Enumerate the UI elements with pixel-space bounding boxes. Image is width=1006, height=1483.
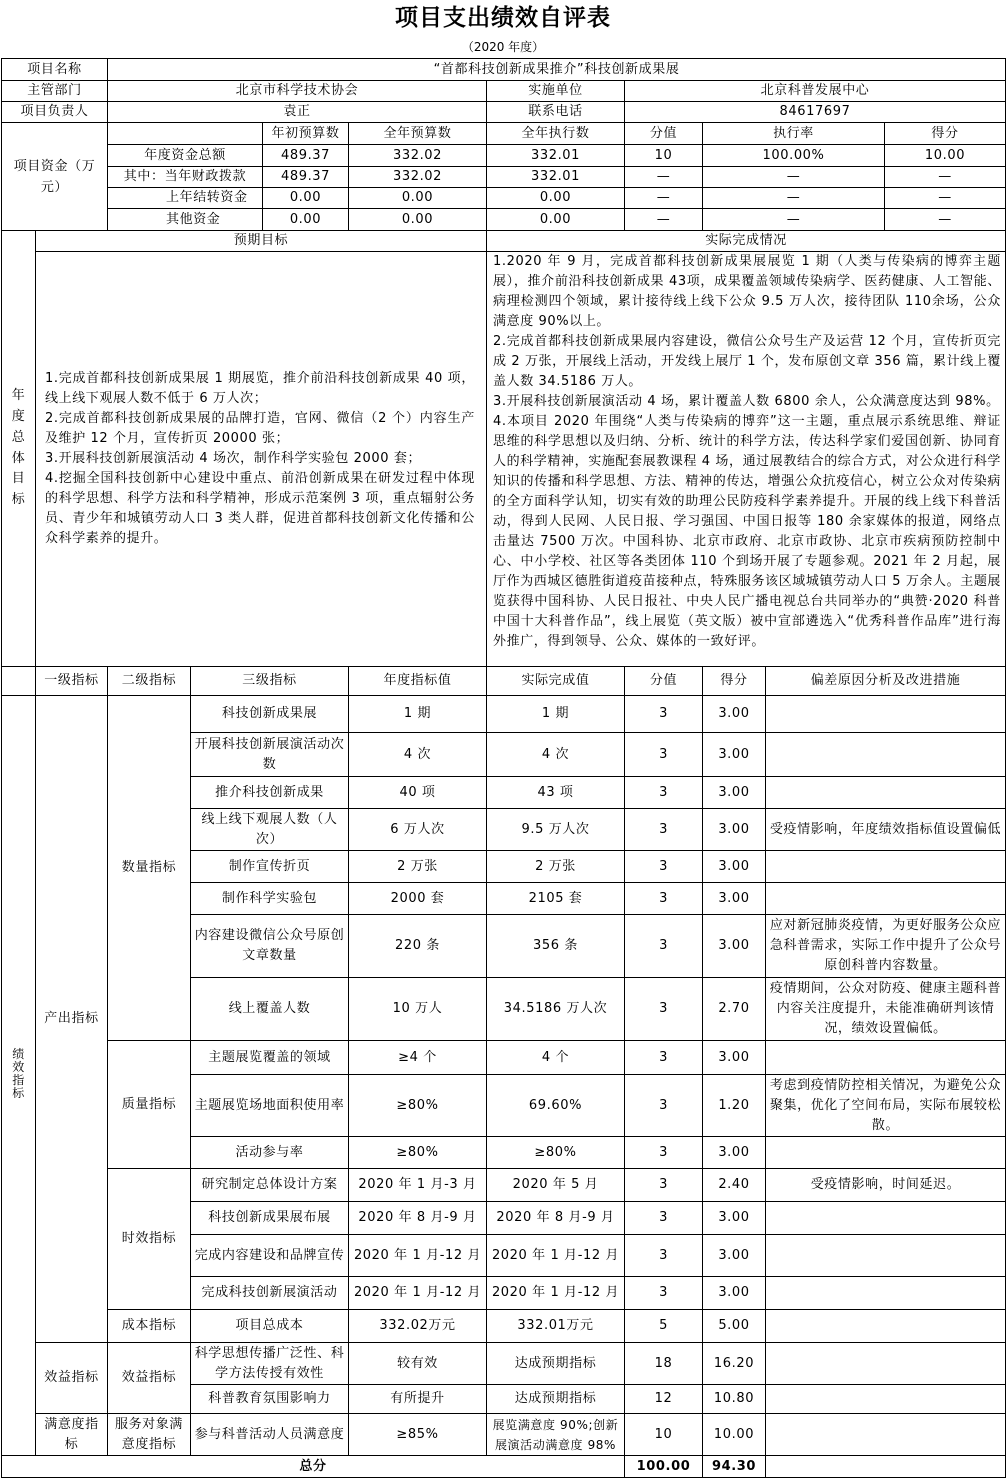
level2-cost: 成本指标 — [108, 1310, 191, 1343]
indicator-weight: 3 — [625, 1235, 703, 1277]
goal-actual-item: 3.开展科技创新展演活动 4 场，累计覆盖人数 6800 余人，公众满意度达到 98%。 — [493, 394, 1000, 409]
indicator-actual: 2 万张 — [487, 851, 625, 883]
total-note — [766, 1456, 1006, 1478]
funds-header-score: 得分 — [885, 123, 1006, 145]
indicator-weight: 3 — [625, 1169, 703, 1202]
funds-header-initial-budget: 年初预算数 — [263, 123, 349, 145]
indicator-name: 制作宣传折页 — [191, 851, 349, 883]
indicator-score: 2.40 — [703, 1169, 766, 1202]
indicators-label-cell — [2, 696, 36, 1456]
indicator-weight: 3 — [625, 1075, 703, 1137]
indicator-weight: 18 — [625, 1343, 703, 1385]
dept-value: 北京市科学技术协会 — [108, 81, 487, 102]
indicator-score: 3.00 — [703, 777, 766, 809]
funds-cell: — — [885, 167, 1006, 188]
header-deviation: 偏差原因分析及改进措施 — [766, 667, 1006, 696]
indicator-score: 5.00 — [703, 1310, 766, 1343]
indicator-target: 6 万人次 — [349, 809, 487, 851]
indicator-name: 活动参与率 — [191, 1137, 349, 1169]
funds-header-row — [2, 123, 1006, 145]
level1-satisfaction: 满意度指标 — [36, 1414, 108, 1456]
total-row — [2, 1456, 1006, 1478]
row-leader — [2, 102, 1006, 123]
indicator-name: 科技创新成果展布展 — [191, 1202, 349, 1235]
indicator-actual: 332.01万元 — [487, 1310, 625, 1343]
indicator-name: 内容建设微信公众号原创文章数量 — [191, 915, 349, 978]
funds-row — [2, 145, 1006, 167]
indicator-actual: 356 条 — [487, 915, 625, 978]
funds-cell: 489.37 — [263, 145, 349, 167]
level2-quality: 质量指标 — [108, 1041, 191, 1169]
funds-cell: — — [625, 167, 703, 188]
indicator-score: 3.00 — [703, 883, 766, 915]
funds-cell: 332.01 — [487, 145, 625, 167]
funds-cell: 0.00 — [263, 188, 349, 209]
header-actual: 实际完成值 — [487, 667, 625, 696]
funds-cell: 0.00 — [487, 209, 625, 231]
indicator-actual: 达成预期指标 — [487, 1343, 625, 1385]
funds-cell: — — [625, 188, 703, 209]
indicator-actual: 4 次 — [487, 733, 625, 777]
indicator-target: ≥80% — [349, 1075, 487, 1137]
indicator-target: 2020 年 8 月-9 月 — [349, 1202, 487, 1235]
indicator-actual: 69.60% — [487, 1075, 625, 1137]
indicator-target: 2020 年 1 月-12 月 — [349, 1235, 487, 1277]
indicator-note — [766, 1414, 1006, 1456]
funds-cell: 489.37 — [263, 167, 349, 188]
indicator-note — [766, 1310, 1006, 1343]
indicator-weight: 3 — [625, 696, 703, 733]
indicator-name: 参与科普活动人员满意度 — [191, 1414, 349, 1456]
indicator-actual: 2105 套 — [487, 883, 625, 915]
indicator-target: ≥85% — [349, 1414, 487, 1456]
funds-cell: 100.00% — [703, 145, 885, 167]
indicator-weight: 5 — [625, 1310, 703, 1343]
phone-label: 联系电话 — [487, 102, 625, 123]
indicator-name: 主题展览场地面积使用率 — [191, 1075, 349, 1137]
level2-timeliness: 时效指标 — [108, 1169, 191, 1310]
indicator-weight: 3 — [625, 1137, 703, 1169]
indicator-note — [766, 733, 1006, 777]
goals-expected-header: 预期目标 — [36, 231, 487, 252]
indicator-name: 科学思想传播广泛性、科学方法传授有效性 — [191, 1343, 349, 1385]
funds-cell: — — [885, 188, 1006, 209]
indicator-note: 应对新冠肺炎疫情，为更好服务公众应急科普需求，实际工作中提升了公众号原创科普内容数量。 — [766, 915, 1006, 978]
leader-label: 项目负责人 — [2, 102, 108, 123]
indicator-actual: 达成预期指标 — [487, 1385, 625, 1414]
indicator-note — [766, 851, 1006, 883]
indicator-name: 线上线下观展人数（人次） — [191, 809, 349, 851]
indicator-name: 研究制定总体设计方案 — [191, 1169, 349, 1202]
indicator-target: ≥80% — [349, 1137, 487, 1169]
indicator-score: 3.00 — [703, 696, 766, 733]
indicator-target: 2020 年 1 月-12 月 — [349, 1277, 487, 1310]
funds-cell: — — [703, 167, 885, 188]
page-title: 项目支出绩效自评表 — [395, 5, 611, 31]
level1-output: 产出指标 — [36, 696, 108, 1343]
indicator-weight: 3 — [625, 883, 703, 915]
header-weight: 分值 — [625, 667, 703, 696]
indicator-score: 3.00 — [703, 733, 766, 777]
indicator-weight: 3 — [625, 978, 703, 1041]
indicator-row — [2, 1414, 1006, 1456]
funds-cell: — — [625, 209, 703, 231]
goal-expected-item: 1.完成首都科技创新成果展 1 期展览，推介前沿科技创新成果 40 项，线上线下观展人数不低于 6 万人次； — [45, 371, 475, 406]
goals-label-cell — [2, 231, 36, 667]
indicator-note: 受疫情影响，时间延迟。 — [766, 1169, 1006, 1202]
indicator-note: 疫情期间，公众对防疫、健康主题科普内容关注度提升，未能准确研判该情况，绩效设置偏低。 — [766, 978, 1006, 1041]
indicator-weight: 3 — [625, 915, 703, 978]
indicator-name: 线上覆盖人数 — [191, 978, 349, 1041]
indicator-actual: 43 项 — [487, 777, 625, 809]
total-weight: 100.00 — [625, 1456, 703, 1478]
indicator-actual: 1 期 — [487, 696, 625, 733]
goal-actual-item: 1.2020 年 9 月，完成首都科技创新成果展展览 1 期（人类与传染病的博弈主题展），推介前沿科技创新成果 43项，成果覆盖领域传染病学、医药健康、人工智能、病理检测四个领域，累计接待线上线下公众 9.5 万人次，接待团队 110余场，公众满意度 90%以上。 — [493, 254, 1002, 329]
funds-row — [2, 167, 1006, 188]
indicator-note — [766, 1277, 1006, 1310]
indicator-note — [766, 1202, 1006, 1235]
indicator-score: 1.20 — [703, 1075, 766, 1137]
indicator-weight: 3 — [625, 777, 703, 809]
indicator-score: 3.00 — [703, 1235, 766, 1277]
funds-row-label: 其他资金 — [108, 209, 263, 231]
level1-benefit: 效益指标 — [36, 1343, 108, 1414]
indicator-actual: 展览满意度 90%;创新展演活动满意度 98% — [487, 1414, 625, 1456]
indicator-actual: 9.5 万人次 — [487, 809, 625, 851]
indicator-score: 10.80 — [703, 1385, 766, 1414]
indicator-note — [766, 696, 1006, 733]
indicator-score: 3.00 — [703, 809, 766, 851]
goals-actual-header: 实际完成情况 — [487, 231, 1006, 252]
indicator-score: 3.00 — [703, 1137, 766, 1169]
funds-cell: 332.02 — [349, 145, 487, 167]
indicator-actual: ≥80% — [487, 1137, 625, 1169]
indicator-row — [2, 1310, 1006, 1343]
level2-benefit: 效益指标 — [108, 1343, 191, 1414]
goals-label: 年度总体目标 — [11, 388, 26, 507]
indicator-target: 2000 套 — [349, 883, 487, 915]
impl-value: 北京科普发展中心 — [625, 81, 1006, 102]
indicator-note — [766, 1137, 1006, 1169]
funds-row-label: 上年结转资金 — [108, 188, 263, 209]
goals-content-row — [2, 252, 1006, 667]
indicator-weight: 3 — [625, 809, 703, 851]
funds-cell: 0.00 — [487, 188, 625, 209]
funds-row-label: 年度资金总额 — [108, 145, 263, 167]
funds-header-execution-rate: 执行率 — [703, 123, 885, 145]
indicator-note — [766, 777, 1006, 809]
funds-row — [2, 209, 1006, 231]
indicator-weight: 10 — [625, 1414, 703, 1456]
row-project-name — [2, 59, 1006, 81]
indicator-score: 3.00 — [703, 1277, 766, 1310]
indicator-name: 科普教育氛围影响力 — [191, 1385, 349, 1414]
indicators-header-row — [2, 667, 1006, 696]
indicator-name: 完成内容建设和品牌宣传 — [191, 1235, 349, 1277]
indicator-score: 3.00 — [703, 851, 766, 883]
indicators-label: 绩效指标 — [12, 1046, 25, 1100]
indicator-score: 16.20 — [703, 1343, 766, 1385]
indicator-actual: 2020 年 1 月-12 月 — [487, 1235, 625, 1277]
indicator-score: 10.00 — [703, 1414, 766, 1456]
indicator-score: 3.00 — [703, 915, 766, 978]
funds-header-blank — [108, 123, 263, 145]
indicator-target: 较有效 — [349, 1343, 487, 1385]
header-level3: 三级指标 — [191, 667, 349, 696]
leader-value: 袁正 — [108, 102, 487, 123]
indicator-target: 有所提升 — [349, 1385, 487, 1414]
indicator-row — [2, 1343, 1006, 1385]
total-score: 94.30 — [703, 1456, 766, 1478]
funds-header-weight: 分值 — [625, 123, 703, 145]
indicator-target: 2020 年 1 月-3 月 — [349, 1169, 487, 1202]
funds-cell: 0.00 — [349, 209, 487, 231]
indicator-weight: 3 — [625, 1202, 703, 1235]
indicator-target: 220 条 — [349, 915, 487, 978]
indicator-actual: 34.5186 万人次 — [487, 978, 625, 1041]
funds-cell: 10 — [625, 145, 703, 167]
indicator-target: 2 万张 — [349, 851, 487, 883]
indicator-weight: 3 — [625, 1041, 703, 1075]
indicator-score: 3.00 — [703, 1041, 766, 1075]
indicator-target: 332.02万元 — [349, 1310, 487, 1343]
indicator-note: 考虑到疫情防控相关情况，为避免公众聚集，优化了空间布局，实际布展较松散。 — [766, 1075, 1006, 1137]
funds-cell: — — [703, 209, 885, 231]
funds-cell: 332.01 — [487, 167, 625, 188]
funds-header-executed: 全年执行数 — [487, 123, 625, 145]
goals-header-row — [2, 231, 1006, 252]
indicator-weight: 3 — [625, 1277, 703, 1310]
indicator-name: 开展科技创新展演活动次数 — [191, 733, 349, 777]
funds-cell: — — [703, 188, 885, 209]
indicator-actual: 2020 年 1 月-12 月 — [487, 1277, 625, 1310]
indicator-note — [766, 1235, 1006, 1277]
level2-satisfaction: 服务对象满意度指标 — [108, 1414, 191, 1456]
indicator-target: 4 次 — [349, 733, 487, 777]
goal-actual-item: 4.本项目 2020 年围绕“人类与传染病的博弈”这一主题，重点展示系统思维、辩证思维的科学思想以及归纳、分析、统计的科学方法，传达科学家们爱国创新、协同育人的科学精神，实施配套展教课程 4 场，通过展教结合的综合方式，对公众进行科学知识的传播和科学思想、方法、精神的传达，增强公众抗疫信心，树立公众对传染病的全方面科学认知，切实有效的助理公民防疫科学素养提升。开展的线上线下科普活动，得到人民网、人民日报、学习强国、中国日报等 180 余家媒体的报道，网络点击量达 7500 万次。中国科协、北京市政府、北京市政协、北京市疾病预防控制中心、中小学校、社区等各类团体 110 个到场开展了专题参观。2021 年 2 月起，展厅作为西城区德胜街道疫苗接种点，特殊服务该区域城镇劳动人口 5 万余人。主题展览获得中国科协、人民日报社、中央人民广播电视总台共同举办的“典赞·2020 科普中国十大科普作品”，线上展览（英文版）被中宣部遴选入“优秀科普作品库”进行海外推广，得到领导、公众、媒体的一致好评。 — [493, 414, 1002, 649]
project-name-label: 项目名称 — [2, 59, 108, 81]
funds-cell: 10.00 — [885, 145, 1006, 167]
goals-expected-content — [36, 252, 487, 667]
indicator-weight: 12 — [625, 1385, 703, 1414]
goal-expected-item: 4.挖掘全国科技创新中心建设中重点、前沿创新成果在研发过程中体现的科学思想、科学方法和科学精神，形成示范案例 3 项，重点辐射公务员、青少年和城镇劳动人口 3 类人群，促进首都科技创新文化传播和公众科学素养的提升。 — [45, 471, 475, 546]
indicator-row — [2, 1041, 1006, 1075]
goals-actual-content — [487, 252, 1006, 667]
indicator-name: 主题展览覆盖的领域 — [191, 1041, 349, 1075]
goal-actual-item: 2.完成首都科技创新成果展内容建设，微信公众号生产及运营 12 个月，宣传折页完成 2 万张，开展线上活动，开发线上展厅 1 个，发布原创文章 356 篇，累计线上覆盖人数 34.5186 万人。 — [493, 334, 1002, 389]
dept-label: 主管部门 — [2, 81, 108, 102]
indicator-name: 制作科学实验包 — [191, 883, 349, 915]
indicator-row — [2, 1169, 1006, 1202]
project-name-value: “首都科技创新成果推介”科技创新成果展 — [108, 59, 1006, 81]
indicator-actual: 2020 年 8 月-9 月 — [487, 1202, 625, 1235]
goal-expected-item: 2.完成首都科技创新成果展的品牌打造，官网、微信（2 个）内容生产及维护 12 个月，宣传折页 20000 张； — [45, 411, 475, 446]
indicator-score: 2.70 — [703, 978, 766, 1041]
indicator-actual: 2020 年 5 月 — [487, 1169, 625, 1202]
funds-cell: 0.00 — [263, 209, 349, 231]
indicator-name: 完成科技创新展演活动 — [191, 1277, 349, 1310]
indicator-weight: 3 — [625, 851, 703, 883]
indicators-header-blank — [2, 667, 36, 696]
performance-evaluation-table — [1, 58, 1006, 1478]
indicator-name: 项目总成本 — [191, 1310, 349, 1343]
header-level2: 二级指标 — [108, 667, 191, 696]
goal-expected-item: 3.开展科技创新展演活动 4 场次，制作科学实验包 2000 套； — [45, 451, 422, 466]
indicator-note: 受疫情影响，年度绩效指标值设置偏低 — [766, 809, 1006, 851]
indicator-weight: 3 — [625, 733, 703, 777]
indicator-target: 40 项 — [349, 777, 487, 809]
indicator-note — [766, 1385, 1006, 1414]
header-score: 得分 — [703, 667, 766, 696]
indicator-score: 3.00 — [703, 1202, 766, 1235]
funds-header-annual-budget: 全年预算数 — [349, 123, 487, 145]
indicator-note — [766, 1343, 1006, 1385]
header-level1: 一级指标 — [36, 667, 108, 696]
indicator-name: 科技创新成果展 — [191, 696, 349, 733]
funds-cell: 0.00 — [349, 188, 487, 209]
indicator-target: 1 期 — [349, 696, 487, 733]
funds-row — [2, 188, 1006, 209]
page-subtitle-year: （2020 年度） — [461, 40, 545, 54]
level2-quantity: 数量指标 — [108, 696, 191, 1041]
indicator-target: ≥4 个 — [349, 1041, 487, 1075]
indicator-name: 推介科技创新成果 — [191, 777, 349, 809]
funds-cell: 332.02 — [349, 167, 487, 188]
funds-label: 项目资金（万元） — [2, 123, 108, 231]
indicator-note — [766, 1041, 1006, 1075]
indicator-row — [2, 696, 1006, 733]
impl-label: 实施单位 — [487, 81, 625, 102]
indicator-note — [766, 883, 1006, 915]
row-department — [2, 81, 1006, 102]
indicator-target: 10 万人 — [349, 978, 487, 1041]
phone-value: 84617697 — [625, 102, 1006, 123]
funds-row-label: 其中：当年财政拨款 — [108, 167, 263, 188]
funds-cell: — — [885, 209, 1006, 231]
total-label: 总分 — [2, 1456, 625, 1478]
indicator-actual: 4 个 — [487, 1041, 625, 1075]
header-target: 年度指标值 — [349, 667, 487, 696]
